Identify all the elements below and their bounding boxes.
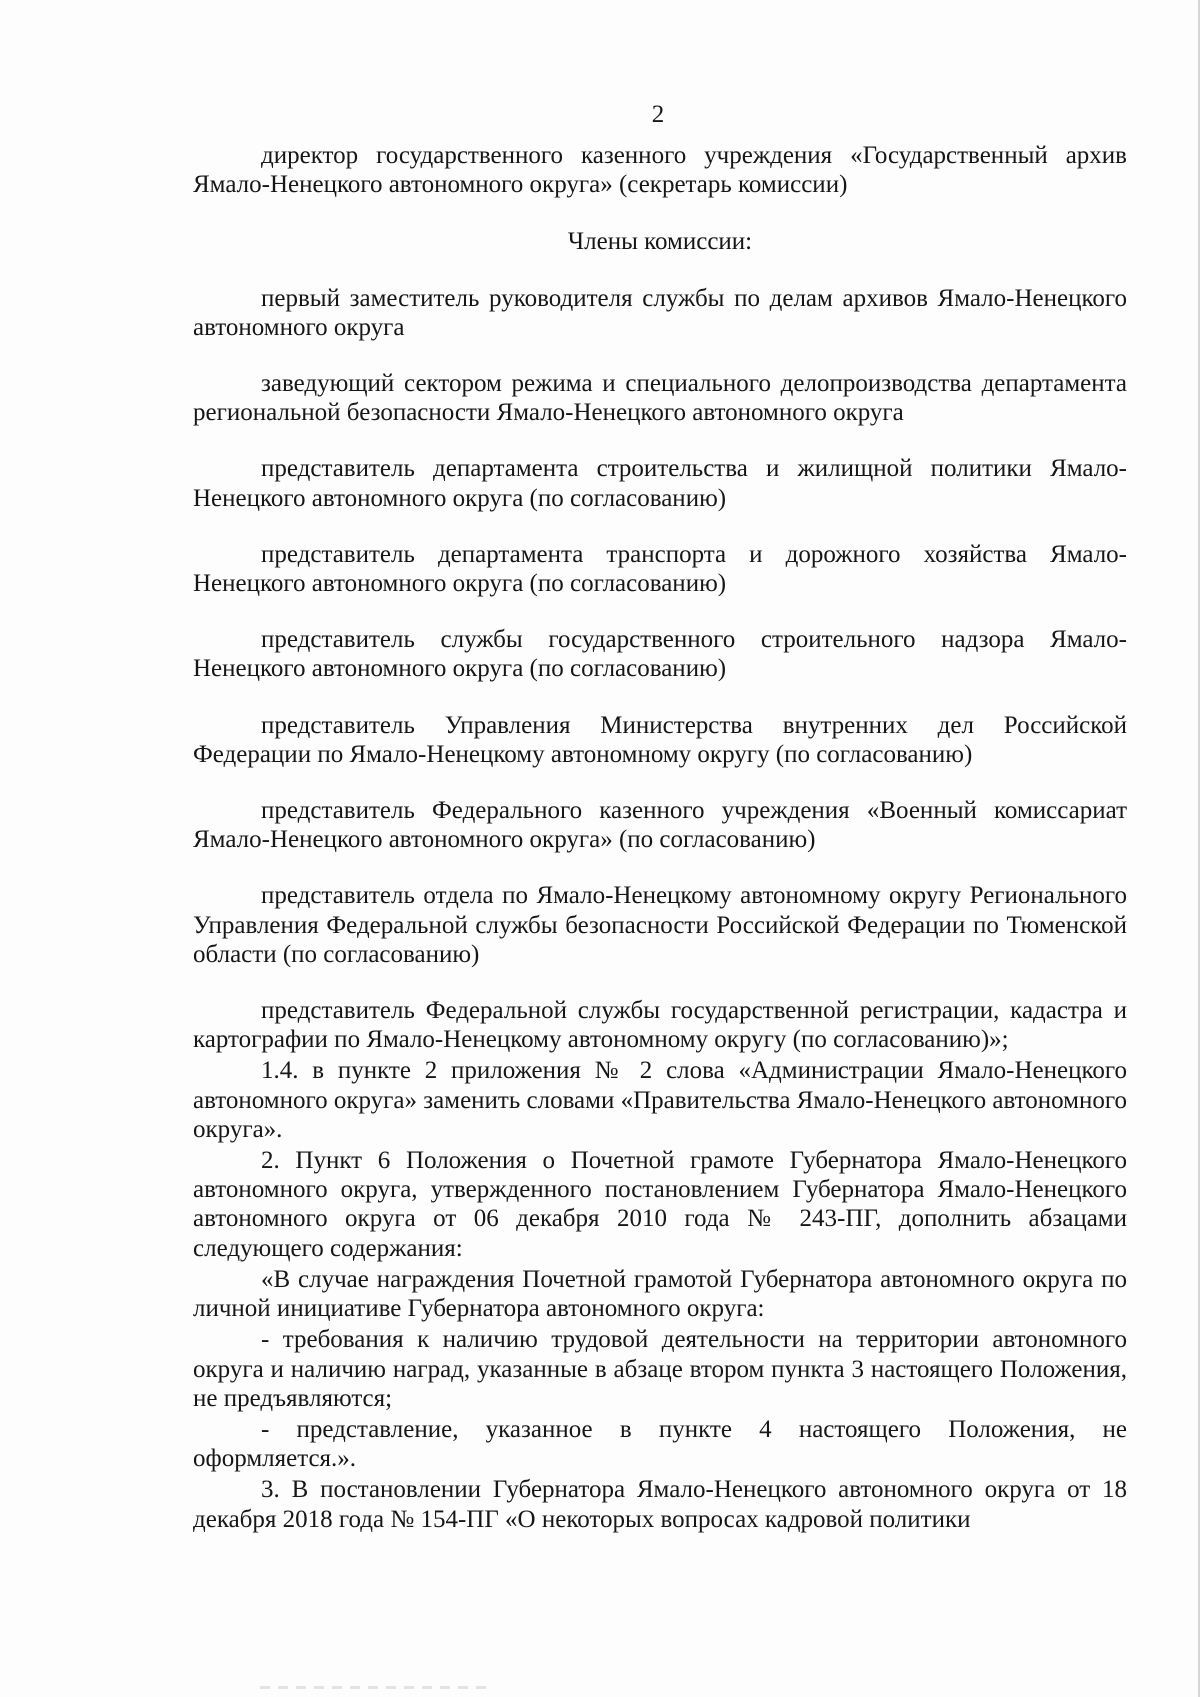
paragraph-member: представитель Федерального казенного учреждения «Военный комиссариат Ямало-Ненецкого автономного округа» (по согласованию) (193, 797, 1127, 854)
paragraph-secretary: директор государственного казенного учреждения «Государственный архив Ямало-Ненецкого автономного округа» (секретарь комиссии) (193, 142, 1127, 199)
paragraph-member: представитель отдела по Ямало-Ненецкому автономному округу Регионального Управления Федеральной службы безопасности Российской Федерации по Тюменской области (по согласованию) (193, 882, 1127, 968)
paragraph-member: представитель департамента транспорта и дорожного хозяйства Ямало-Ненецкого автономного округа (по согласованию) (193, 540, 1127, 598)
section-heading: Члены комиссии: (567, 228, 753, 256)
paragraph-member: представитель Федеральной службы государственной регистрации, кадастра и картографии по Ямало-Ненецкому автономному округу (по согласованию)»; (193, 997, 1127, 1054)
paragraph-list-item: - представление, указанное в пункте 4 настоящего Положения, не оформляется.». (193, 1415, 1127, 1473)
paragraph-member: представитель Управления Министерства внутренних дел Российской Федерации по Ямало-Ненецкому автономному округу (по согласованию) (193, 711, 1127, 768)
paragraph-member: представитель службы государственного строительного надзора Ямало-Ненецкого автономного округа (по согласованию) (193, 626, 1127, 683)
paragraph-member: первый заместитель руководителя службы по делам архивов Ямало-Ненецкого автономного округа (193, 284, 1127, 341)
paragraph-member: заведующий сектором режима и специального делопроизводства департамента региональной безопасности Ямало-Ненецкого автономного округа (193, 370, 1127, 427)
paragraph-member: представитель департамента строительства и жилищной политики Ямало-Ненецкого автономного округа (по согласованию) (193, 455, 1127, 512)
paragraph-clause: 3. В постановлении Губернатора Ямало-Ненецкого автономного округа от 18 декабря 2018 года № 154-ПГ «О некоторых вопросах кадровой политики (193, 1476, 1127, 1533)
scan-artifact (260, 1686, 490, 1689)
paragraph-clause: 1.4. в пункте 2 приложения № 2 слова «Администрации Ямало-Ненецкого автономного округа» заменить словами «Правительства Ямало-Ненецкого автономного округа». (193, 1057, 1127, 1143)
paragraph-clause: 2. Пункт 6 Положения о Почетной грамоте Губернатора Ямало-Ненецкого автономного округа, утвержденного постановлением Губернатора Ямало-Ненецкого автономного округа от 06 декабря 2010 года № 243-ПГ, дополнить абзацами следующего содержания: (193, 1147, 1127, 1262)
paragraph-clause: «В случае награждения Почетной грамотой Губернатора автономного округа по личной инициативе Губернатора автономного округа: (193, 1265, 1127, 1323)
page-number: 2 (651, 101, 665, 128)
document-body (193, 141, 1127, 1534)
paragraph-list-item: - требования к наличию трудовой деятельности на территории автономного округа и наличию наград, указанные в абзаце втором пункта 3 настоящего Положения, не предъявляются; (193, 1326, 1127, 1412)
